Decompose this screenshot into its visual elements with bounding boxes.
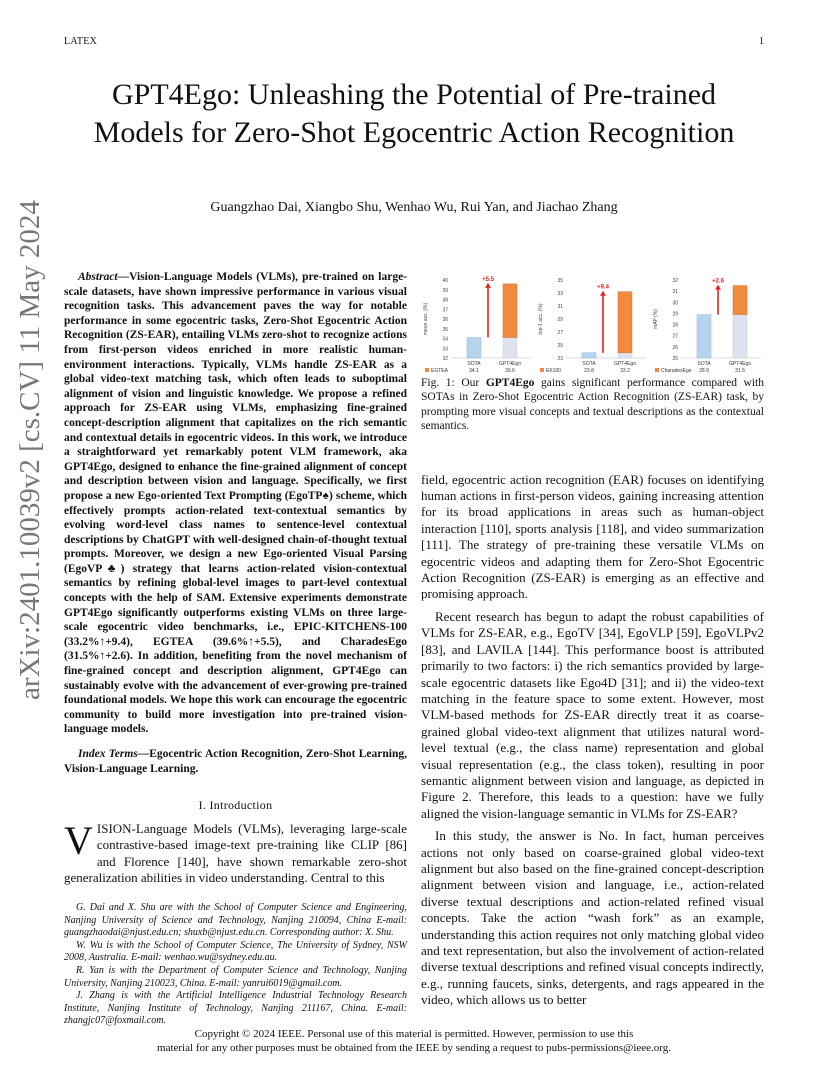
y-tick-label: 40 [442,278,448,284]
copyright-line: material for any other purposes must be obtained from the IEEE by sending a request to pubs-permissions@ieee.org. [157,1042,671,1054]
bar-gpt4ego-base [733,315,747,358]
y-tick-label: 28 [672,322,678,329]
y-tick-label: 29 [672,311,678,318]
right-column [421,274,764,1009]
y-axis-label: mAP (%) [653,309,659,329]
caption-text: gains significant performance compared with SOTAs in Zero-Shot Egocentric Action Recognition (ZS-EAR) task, by prompting more visual concepts and textual descriptions as the contextual semantics. [421,377,765,433]
y-tick-label: 35 [442,326,448,333]
intro-paragraph [64,818,407,886]
y-axis-label: top-1 acc. (%) [538,303,544,335]
y-tick-label: 27 [557,330,563,336]
y-tick-label: 33 [557,291,563,297]
y-tick-label: 25 [557,343,563,349]
footnotes [64,902,407,1028]
y-tick-label: 31 [672,289,678,296]
legend-swatch [425,368,429,372]
y-tick-label: 39 [442,287,448,294]
footnote-affiliation: J. Zhang is with the Artificial Intelligence Industrial Technology Research Institute, Nanjing Institute of Technology, Nanjing 211167, China. E-mail: zhangjc07@foxmail.com. [64,990,407,1027]
page-number: 1 [759,36,764,47]
abstract [64,270,407,737]
y-tick-label: 32 [672,278,678,284]
copyright-notice [64,1027,764,1055]
gain-arrowhead [485,283,491,288]
abstract-text: —Vision-Language Models (VLMs), pre-trained on large-scale datasets, have shown impressive performance in various visual recognition tasks. This advancement paves the way for notable performance in some egocentric tasks, Zero-Shot Egocentric Action Recognition (ZS-EAR), entailing VLMs zero-shot to recognize actions from first-person videos enriched in more realistic human-environment interactions. Typically, VLMs handle ZS-EAR as a global video-text matching task, which often leads to suboptimal alignment of vision and linguistic knowledge. We propose a refined approach for ZS-EAR using VLMs, emphasizing fine-grained concept-description alignment that capitalizes on the rich semantic and contextual details in egocentric videos. In this work, we introduce a straightforward yet remarkably potent VLM framework, aka GPT4Ego, designed to enhance the fine-grained alignment of concept and description between vision and language. Specifically, we first propose a new Ego-oriented Text Prompting (EgoTP♠) scheme, which effectively prompts action-related text-contextual semantics by evolving word-level class names to sentence-level contextual descriptions by ChatGPT with well-designed chain-of-thought textual prompts. Moreover, we design a new Ego-oriented Visual Parsing (EgoVP♣) strategy that learns action-related vision-contextual semantics by refining global-level images to part-level contextual concepts with the help of SAM. Extensive experiments demonstrate GPT4Ego significantly outperforms existing VLMs on three large-scale egocentric video benchmarks, i.e., EPIC-KITCHENS-100 (33.2%↑+9.4), EGTEA (39.6%↑+5.5), and CharadesEgo (31.5%↑+2.6). In addition, benefiting from the novel mechanism of fine-grained concept and description alignment, GPT4Ego can sustainably evolve with the advancement of ever-growing pre-trained foundational models. We hope this work can encourage the egocentric community to build more investigation into pre-trained vision-language models. [64,271,407,736]
chart-charadesego [651,274,765,379]
bar-gpt4ego-base [503,338,517,358]
figure-1 [421,274,764,374]
legend-swatch [655,368,659,372]
category-label: GPT4Ego [729,361,751,367]
y-axis-label: mean acc. (%) [423,302,429,336]
category-label: SOTA [467,361,481,367]
index-terms-text: —Egocentric Action Recognition, Zero-Shot Learning, Vision-Language Learning. [64,748,407,775]
bar-sota [697,315,711,358]
footnote-affiliation: G. Dai and X. Shu are with the School of Computer Science and Engineering, Nanjing University of Science and Technology, Nanjing 210094, China E-mail: guangzhaodai@njust.edu.cn; shuxb@njust.edu.cn. Corresponding author: X. Shu. [64,902,407,939]
y-tick-label: 34 [442,336,448,343]
body-paragraph: In this study, the answer is No. In fact, human perceives actions not only based on coarse-grained global video-text alignment but also based on the fine-grained concept-description alignment between vision and language, i.e., action-related diverse textual descriptions and action-related refined visual concepts. Take the action “wash fork” as an example, understanding this action requires not only matching global video and text representation, but also the involvement of action-related diverse textual descriptions and refined visual concepts indirectly, e.g., running faucets, sinks, detergents, and rags appeared in the video, which allows us to better [421,828,764,1008]
y-tick-label: 27 [672,333,678,340]
value-label: 23.8 [584,368,594,374]
y-tick-label: 36 [442,317,448,323]
arxiv-identifier: arXiv:2401.10039v2 [cs.CV] 11 May 2024 [14,200,46,700]
body-paragraph: Recent research has begun to adapt the robust capabilities of VLMs for ZS-EAR, e.g., EgoTV [34], EgoVLP [59], EgoVLPv2 [83], and LAVILA [144]. This performance boost is attributed primarily to two factors: i) the rich semantics provided by large-scale egocentric datasets like Ego4D [31]; and ii) the video-text matching in the feature space to some extent. However, most VLM-based methods for ZS-EAR directly treat it as coarse-grained global video-text alignment that utilizes natural word-level textual (e.g., the class name) representation and global visual representation (e.g., the class token), resulting in poor semantic alignment between vision and language, as depicted in Figure 2. Therefore, this leads to a question: have we fully aligned the vision-language semantic in VLMs for ZS-EAR? [421,608,764,821]
bar-gpt4ego-gain [733,286,747,315]
footnote-affiliation: R. Yan is with the Department of Computer Science and Technology, Nanjing University, Nanjing 210023, China. E-mail: yanrui6019@gmail.com. [64,964,407,989]
y-tick-label: 23 [557,356,563,362]
legend-label: EK100 [546,368,562,374]
y-tick-label: 26 [672,344,678,351]
chart-svg [421,274,535,374]
chart-ek100 [536,274,650,379]
y-tick-label: 33 [442,346,448,353]
copyright-line: Copyright © 2024 IEEE. Personal use of this material is permitted. However, permission to use this [194,1028,634,1040]
category-label: GPT4Ego [499,361,521,367]
gain-arrowhead [600,291,606,296]
legend-swatch [540,368,544,372]
y-tick-label: 37 [442,307,448,314]
left-column [64,270,407,1028]
chart-egtea [421,274,535,379]
y-tick-label: 38 [442,297,448,304]
caption-bold: GPT4Ego [485,377,535,389]
bar-sota [582,353,596,358]
legend-label: CharadesEgo [661,368,692,374]
value-label: 33.2 [620,368,630,374]
gain-label: +5.5 [482,276,494,283]
y-tick-label: 35 [557,278,563,284]
y-tick-label: 30 [672,300,678,307]
bar-sota [467,338,481,358]
value-label: 31.5 [735,368,745,374]
chart-svg [651,274,765,374]
figure-caption [421,376,764,434]
author-list: Guangzhao Dai, Xiangbo Shu, Wenhao Wu, Rui Yan, and Jiachao Zhang [210,200,618,215]
value-label: 28.9 [699,368,709,374]
footnote-affiliation: W. Wu is with the School of Computer Science, The University of Sydney, NSW 2008, Australia. E-mail: wenhao.wu@sydney.edu.au. [64,939,407,964]
category-label: SOTA [697,361,711,367]
intro-text: ISION-Language Models (VLMs), leveraging large-scale contrastive-based image-text pre-training like CLIP [86] and Florence [140], have shown remarkable zero-shot generalization abilities in video understanding. Central to this [64,821,407,885]
chart-svg [536,274,650,374]
paper-title: GPT4Ego: Unleashing the Potential of Pre-trained Models for Zero-Shot Egocentric Action Recognition [93,78,735,149]
legend-label: EGTEA [431,368,448,374]
y-tick-label: 29 [557,317,563,323]
section-heading: I. Introduction [198,798,273,813]
index-terms-label: Index Terms [78,748,138,760]
value-label: 39.6 [505,368,515,374]
gain-arrowhead [715,285,721,290]
index-terms [64,747,407,776]
value-label: 34.1 [469,368,479,374]
gain-label: +2.6 [712,278,724,285]
running-header: LATEX [64,36,98,47]
y-tick-label: 32 [442,356,448,362]
drop-cap: V [64,818,93,864]
bar-gpt4ego-gain [618,292,632,353]
bar-gpt4ego-gain [503,284,517,338]
abstract-label: Abstract [78,271,118,283]
category-label: SOTA [582,361,596,367]
bar-gpt4ego-base [618,353,632,358]
body-paragraph: field, egocentric action recognition (EAR) focuses on identifying human actions in first-person videos, gaining increasing attention for its broad applications in areas such as human-object interaction [110], sports analysis [118], and video summarization [111]. The strategy of pre-training these versatile VLMs on egocentric videos and adapting them for Zero-Shot Egocentric Action Recognition (ZS-EAR) is emerging as an effective and promising approach. [421,471,764,602]
y-tick-label: 25 [672,356,678,362]
caption-prefix: Fig. 1: Our [421,377,486,389]
category-label: GPT4Ego [614,361,636,367]
y-tick-label: 31 [557,304,563,310]
gain-label: +9.4 [597,284,609,291]
